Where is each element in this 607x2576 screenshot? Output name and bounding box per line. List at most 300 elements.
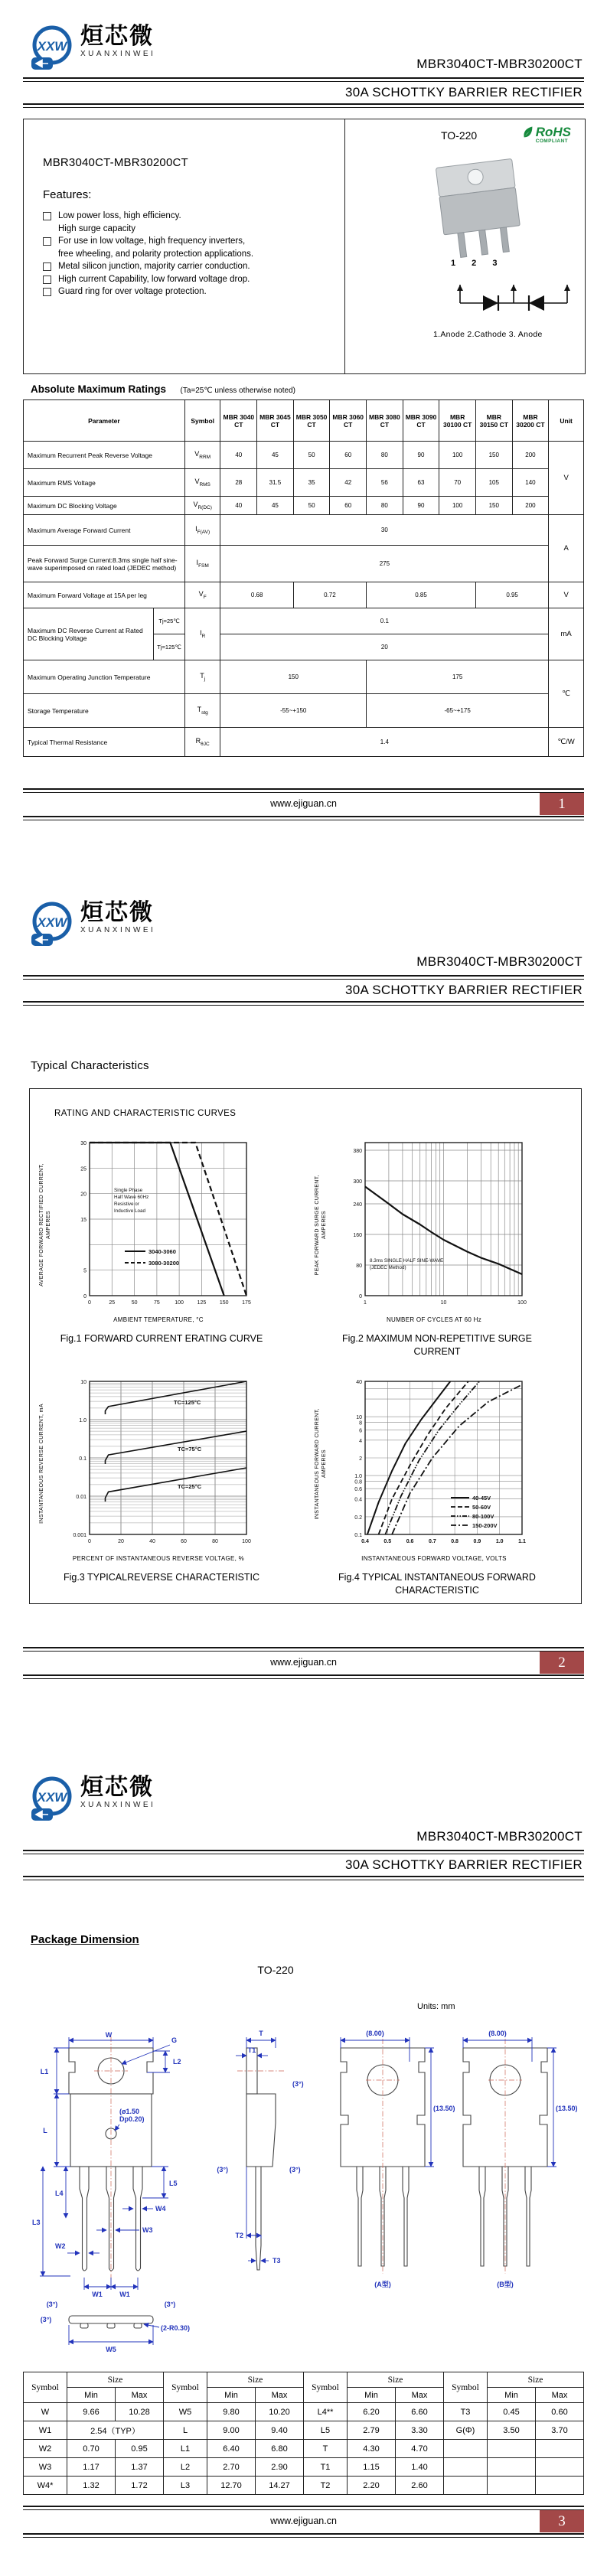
table-row [24, 728, 584, 757]
footer-url[interactable]: www.ejiguan.cn [270, 1657, 337, 1668]
checkbox-icon [43, 276, 51, 284]
figure-3 [39, 1374, 292, 1611]
header-rule2-thin [23, 107, 584, 108]
feature-item [43, 285, 334, 298]
value-cell: 100 [439, 442, 476, 469]
feature-line: High surge capacity [58, 223, 135, 233]
unit-cell: V [549, 582, 584, 608]
value-cell: 45 [257, 442, 294, 469]
header-rule2 [23, 1001, 584, 1003]
value-cell: 35 [293, 469, 330, 497]
dim-cell: L1 [164, 2440, 207, 2458]
page-1 [0, 0, 607, 859]
header-rule-thin [23, 979, 584, 980]
svg-text:1.1: 1.1 [518, 1539, 526, 1544]
svg-text:0.2: 0.2 [354, 1515, 362, 1521]
doc-subtitle: 30A SCHOTTKY BARRIER RECTIFIER [344, 85, 583, 99]
legend-entry: 3040-3060 [148, 1248, 176, 1255]
dim-cell: T3 [444, 2403, 488, 2421]
curve-label: TC=75°C [178, 1446, 202, 1453]
dim-col-header: Min [207, 2388, 256, 2403]
dim-col-header: Size [67, 2372, 164, 2388]
table-row [24, 497, 584, 515]
svg-text:L3: L3 [32, 2219, 41, 2226]
value-cell: 80 [367, 497, 403, 515]
dim-cell: 12.70 [207, 2477, 256, 2495]
dim-cell: W4* [24, 2477, 67, 2495]
param-cell: Maximum DC Blocking Voltage [24, 497, 185, 515]
company-logo [27, 1775, 155, 1823]
svg-text:(B型): (B型) [497, 2281, 514, 2288]
condition-cell: Tj=125℃ [154, 634, 185, 660]
svg-text:T: T [259, 2030, 263, 2037]
dim-col-header: Symbol [24, 2372, 67, 2403]
dim-cell: 0.95 [116, 2440, 164, 2458]
symbol-cell: $I_{F(AV)}$ [184, 515, 220, 546]
svg-text:Inductive Load: Inductive Load [114, 1208, 145, 1214]
svg-text:0.4: 0.4 [354, 1497, 362, 1503]
footer-rule [23, 788, 584, 790]
gridlines [365, 1143, 522, 1296]
dim-cell: 1.17 [67, 2458, 116, 2477]
logo-xxw-text: XXW [37, 1790, 67, 1805]
fig3-chart [59, 1374, 258, 1554]
value-cell: 80 [367, 442, 403, 469]
abs-max-table [23, 399, 584, 757]
fig1-xlabel: AMBIENT TEMPERATURE, °C [113, 1316, 204, 1323]
svg-text:15: 15 [80, 1218, 86, 1223]
col-header: MBR 3050 CT [293, 400, 330, 442]
dim-cell: 3.30 [396, 2421, 444, 2440]
dim-cell: L2 [164, 2458, 207, 2477]
svg-text:0.1: 0.1 [79, 1456, 86, 1462]
svg-text:(13.50): (13.50) [556, 2105, 578, 2112]
header-rule [23, 77, 584, 79]
svg-text:W5: W5 [106, 2346, 116, 2353]
dim-col-header: Symbol [164, 2372, 207, 2403]
header-rule2 [23, 1876, 584, 1877]
dim-col-header: Max [536, 2388, 584, 2403]
svg-text:0.6: 0.6 [406, 1539, 414, 1544]
col-header: MBR 3090 CT [403, 400, 439, 442]
value-cell: 0.1 [220, 608, 549, 634]
svg-text:0.5: 0.5 [383, 1539, 392, 1544]
svg-text:(8.00): (8.00) [488, 2030, 507, 2037]
curve-label: TC=25°C [178, 1483, 202, 1490]
symbol-cell: $T_j$ [184, 660, 220, 694]
abs-max-title: Absolute Maximum Ratings [31, 383, 167, 395]
legend-entry: 80-100V [472, 1513, 494, 1520]
dim-cell: 2.54（TYP） [67, 2421, 164, 2440]
footer-rule2 [23, 816, 584, 817]
dim-cell: 4.30 [348, 2440, 396, 2458]
abs-max-heading [31, 383, 295, 396]
value-cell: 31.5 [257, 469, 294, 497]
value-cell: 40 [220, 442, 257, 469]
dim-cell: 2.90 [256, 2458, 304, 2477]
feature-item [43, 273, 334, 286]
logo-mark-icon [27, 1775, 76, 1823]
dim-cell: T2 [304, 2477, 348, 2495]
fig4-xlabel: INSTANTANEOUS FORWARD VOLTAGE, VOLTS [361, 1555, 507, 1562]
svg-text:50: 50 [131, 1300, 138, 1306]
symbol-cell: $I_R$ [184, 608, 220, 660]
svg-text:100: 100 [242, 1539, 251, 1544]
curves-box-title: RATING AND CHARACTERISTIC CURVES [54, 1109, 237, 1118]
checkbox-icon [43, 237, 51, 246]
dim-cell: L3 [164, 2477, 207, 2495]
footer-rule2-thin [23, 2537, 584, 2538]
company-logo [27, 24, 155, 72]
fig1-caption: Fig.1 FORWARD CURRENT ERATING CURVE [60, 1333, 263, 1344]
symbol-cell: $I_{FSM}$ [184, 546, 220, 582]
figure-1 [39, 1135, 292, 1372]
product-title: MBR3040CT-MBR30200CT [43, 156, 188, 169]
param-cell: Maximum Average Forward Current [24, 515, 185, 546]
checkbox-icon [43, 212, 51, 220]
page-number-badge: 3 [540, 2510, 584, 2532]
table-row [24, 660, 584, 694]
value-cell: 200 [512, 442, 549, 469]
dim-row [24, 2421, 584, 2440]
dim-cell: 4.70 [396, 2440, 444, 2458]
svg-text:0.8: 0.8 [354, 1479, 362, 1485]
value-cell: 20 [220, 634, 549, 660]
svg-text:Single Phase: Single Phase [114, 1188, 143, 1193]
fig3-xlabel: PERCENT OF INSTANTANEOUS REVERSE VOLTAGE, % [72, 1555, 245, 1562]
svg-text:0.01: 0.01 [76, 1495, 86, 1500]
col-header: MBR 30200 CT [512, 400, 549, 442]
dim-cell [488, 2440, 536, 2458]
param-cell: Peak Forward Surge Current:8.3ms single half sine-wave superimposed on rated load (JEDEC method) [24, 546, 185, 582]
svg-text:W4: W4 [155, 2205, 166, 2212]
dim-col-header: Size [348, 2372, 444, 2388]
feature-item [43, 260, 334, 273]
svg-text:160: 160 [353, 1233, 362, 1238]
svg-text:75: 75 [154, 1300, 160, 1306]
value-cell: -55~+150 [220, 694, 367, 728]
unit-cell: ℃/W [549, 728, 584, 757]
svg-text:80: 80 [212, 1539, 218, 1544]
value-cell: -65~+175 [367, 694, 549, 728]
header-rule [23, 1850, 584, 1851]
svg-text:0.4: 0.4 [361, 1539, 369, 1544]
fig4-chart [335, 1374, 534, 1554]
doc-part-range: MBR3040CT-MBR30200CT [416, 57, 583, 71]
dim-cell: 6.80 [256, 2440, 304, 2458]
col-header: MBR 3060 CT [330, 400, 367, 442]
param-cell: Maximum Operating Junction Temperature [24, 660, 185, 694]
value-cell: 56 [367, 469, 403, 497]
svg-text:Half Wave 60Hz: Half Wave 60Hz [114, 1195, 149, 1200]
checkbox-icon [43, 288, 51, 296]
footer-url[interactable]: www.ejiguan.cn [270, 2516, 337, 2526]
page-3 [0, 1717, 607, 2576]
footer-rule [23, 1647, 584, 1648]
value-cell: 140 [512, 469, 549, 497]
dim-cell: 6.60 [396, 2403, 444, 2421]
symbol-cell: $R_{\theta JC}$ [184, 728, 220, 757]
param-cell: Storage Temperature [24, 694, 185, 728]
param-cell: Typical Thermal Resistance [24, 728, 185, 757]
dim-cell: T [304, 2440, 348, 2458]
footer-url[interactable]: www.ejiguan.cn [270, 798, 337, 809]
rohs-text: RoHS [535, 125, 571, 139]
svg-text:L: L [43, 2127, 47, 2134]
symbol-cell: $V_{R(DC)}$ [184, 497, 220, 515]
unit-cell: ℃ [549, 660, 584, 728]
section-title: Typical Characteristics [31, 1059, 149, 1072]
svg-text:20: 20 [118, 1539, 124, 1544]
svg-text:W2: W2 [55, 2242, 66, 2250]
param-cell: Maximum Forward Voltage at 15A per leg [24, 582, 185, 608]
dim-col-header: Size [488, 2372, 584, 2388]
dim-cell [488, 2458, 536, 2477]
svg-text:380: 380 [353, 1149, 362, 1154]
doc-part-range: MBR3040CT-MBR30200CT [416, 954, 583, 969]
table-row [24, 469, 584, 497]
dim-col-header: Min [348, 2388, 396, 2403]
svg-text:0.9: 0.9 [473, 1539, 481, 1544]
col-header: Symbol [184, 400, 220, 442]
unit-cell: A [549, 515, 584, 582]
param-cell: Maximum DC Reverse Current at Rated DC Blocking Voltage [24, 608, 154, 660]
svg-text:(2-R0.30): (2-R0.30) [161, 2324, 191, 2332]
svg-text:(13.50): (13.50) [433, 2105, 455, 2112]
box-divider [344, 119, 345, 373]
header-rule2-thin [23, 1005, 584, 1006]
col-header: MBR 3040 CT [220, 400, 257, 442]
svg-text:L1: L1 [40, 2068, 49, 2075]
col-header: MBR 30150 CT [475, 400, 512, 442]
brand-chinese: 烜芯微 [80, 900, 154, 925]
svg-text:(3°): (3°) [289, 2166, 301, 2173]
feature-line: For use in low voltage, high frequency inverters, [58, 236, 246, 246]
dim-cell: L4** [304, 2403, 348, 2421]
value-cell: 105 [475, 469, 512, 497]
svg-text:(8.00): (8.00) [366, 2030, 384, 2037]
svg-text:8: 8 [359, 1420, 362, 1427]
curve-tc75 [106, 1431, 247, 1464]
table-row [24, 442, 584, 469]
value-cell: 150 [475, 442, 512, 469]
logo-mark-icon [27, 901, 76, 948]
svg-text:0: 0 [83, 1294, 86, 1299]
param-cell: Maximum Recurrent Peak Reverse Voltage [24, 442, 185, 469]
feature-line: High current Capability, low forward voltage drop. [58, 274, 250, 284]
dim-header-row [24, 2372, 584, 2388]
svg-text:25: 25 [109, 1300, 116, 1306]
dim-row [24, 2403, 584, 2421]
footer-rule2 [23, 2533, 584, 2535]
dim-cell: 9.40 [256, 2421, 304, 2440]
svg-text:100: 100 [175, 1300, 184, 1306]
dim-cell [536, 2477, 584, 2495]
svg-text:125: 125 [197, 1300, 207, 1306]
svg-text:1.0: 1.0 [495, 1539, 504, 1544]
svg-text:175: 175 [242, 1300, 251, 1306]
header-rule [23, 975, 584, 977]
value-cell: 28 [220, 469, 257, 497]
svg-text:8.3ms SINGLE HALF SINE-WAVE: 8.3ms SINGLE HALF SINE-WAVE [370, 1258, 444, 1264]
feature-line: Metal silicon junction, majority carrier conduction. [58, 262, 250, 271]
section-title: Package Dimension [31, 1933, 139, 1946]
value-cell: 175 [367, 660, 549, 694]
fig3-ylabel: INSTANTANEOUS REVERSE CURRENT, mA [39, 1404, 44, 1524]
svg-text:30: 30 [80, 1141, 86, 1146]
svg-text:5: 5 [83, 1268, 86, 1274]
dim-cell: 9.80 [207, 2403, 256, 2421]
dim-row [24, 2440, 584, 2458]
unit-cell: V [549, 442, 584, 515]
fig2-ylabel: PEAK FORWARD SURGE CURRENT, AMPERES [315, 1174, 327, 1276]
dim-cell: 9.66 [67, 2403, 116, 2421]
svg-text:0.001: 0.001 [73, 1533, 86, 1538]
value-cell: 60 [330, 497, 367, 515]
fig1-ylabel: AVERAGE FORWARD RECTIFIED CURRENT, AMPERES [39, 1163, 51, 1286]
curves-box [29, 1088, 582, 1604]
symbol-cell: $V_{RRM}$ [184, 442, 220, 469]
svg-text:W3: W3 [142, 2226, 153, 2234]
svg-text:T3: T3 [272, 2257, 281, 2265]
doc-part-range: MBR3040CT-MBR30200CT [416, 1829, 583, 1844]
diode-schematic [449, 272, 579, 320]
condition-cell: Tj=25℃ [154, 608, 185, 634]
logo-xxw-text: XXW [37, 915, 67, 930]
dim-cell: 2.60 [396, 2477, 444, 2495]
value-cell: 1.4 [220, 728, 549, 757]
dim-cell [488, 2477, 536, 2495]
col-header: Parameter [24, 400, 185, 442]
value-cell: 200 [512, 497, 549, 515]
brand-english: XUANXINWEI [80, 925, 156, 934]
package-dimension-drawing [23, 2017, 584, 2362]
svg-text:60: 60 [181, 1539, 187, 1544]
legend-entry: 150-200V [472, 1522, 498, 1529]
dim-col-header: Symbol [444, 2372, 488, 2403]
value-cell: 90 [403, 497, 439, 515]
value-cell: 0.95 [475, 582, 548, 608]
page-number-badge: 1 [540, 793, 584, 815]
svg-text:0: 0 [88, 1300, 91, 1306]
curve-label: TC=125°C [174, 1399, 201, 1406]
dim-cell: 2.79 [348, 2421, 396, 2440]
footer-rule2 [23, 1674, 584, 1676]
svg-text:40: 40 [356, 1380, 362, 1385]
dim-cell: 1.32 [67, 2477, 116, 2495]
pin-numbers: 1 2 3 [451, 259, 504, 268]
dim-col-header: Min [67, 2388, 116, 2403]
figure-2 [315, 1135, 567, 1372]
brand-english: XUANXINWEI [80, 1800, 156, 1809]
symbol-cell: $V_F$ [184, 582, 220, 608]
svg-text:1.0: 1.0 [354, 1474, 362, 1480]
svg-text:25: 25 [80, 1166, 86, 1172]
table-header-row [24, 400, 584, 442]
value-cell: 40 [220, 497, 257, 515]
svg-text:(ø1.50: (ø1.50 [119, 2108, 140, 2115]
param-cell: Maximum RMS Voltage [24, 469, 185, 497]
fig2-chart [335, 1135, 534, 1315]
checkbox-icon [43, 262, 51, 271]
svg-text:0: 0 [88, 1539, 91, 1544]
value-cell: 0.72 [293, 582, 366, 608]
footer-rule-thin [23, 1651, 584, 1652]
dim-cell: 9.00 [207, 2421, 256, 2440]
footer-rule2-thin [23, 1678, 584, 1679]
col-header: Unit [549, 400, 584, 442]
footer-rule-thin [23, 792, 584, 793]
dim-cell [444, 2440, 488, 2458]
svg-text:100: 100 [517, 1300, 527, 1306]
dim-cell: W2 [24, 2440, 67, 2458]
svg-text:Resistive or: Resistive or [114, 1202, 139, 1207]
gridlines [365, 1381, 522, 1534]
dim-cell [444, 2458, 488, 2477]
value-cell: 45 [257, 497, 294, 515]
dim-cell: W1 [24, 2421, 67, 2440]
abs-max-note: (Ta=25℃ unless otherwise noted) [180, 386, 295, 395]
dim-col-header: Max [116, 2388, 164, 2403]
dim-cell: W5 [164, 2403, 207, 2421]
features-list [43, 210, 334, 298]
svg-text:0.8: 0.8 [451, 1539, 459, 1544]
svg-text:10: 10 [356, 1415, 362, 1421]
dim-cell: 0.45 [488, 2403, 536, 2421]
feature-line: Low power loss, high efficiency. [58, 211, 181, 220]
value-cell: 275 [220, 546, 549, 582]
svg-text:0: 0 [359, 1294, 362, 1299]
dim-col-header: Max [256, 2388, 304, 2403]
table-row [24, 515, 584, 546]
dim-col-header: Min [488, 2388, 536, 2403]
feature-item [43, 210, 334, 235]
header-rule2 [23, 103, 584, 105]
svg-text:0.7: 0.7 [429, 1539, 436, 1544]
svg-text:L4: L4 [55, 2190, 64, 2197]
svg-text:150: 150 [219, 1300, 229, 1306]
value-cell: 150 [220, 660, 367, 694]
pin-caption: 1.Anode 2.Cathode 3. Anode [433, 330, 543, 339]
svg-text:2: 2 [359, 1456, 362, 1462]
table-row [24, 546, 584, 582]
dim-cell: 10.20 [256, 2403, 304, 2421]
svg-text:L5: L5 [169, 2180, 178, 2187]
dim-cell: W3 [24, 2458, 67, 2477]
symbol-cell: $T_{stg}$ [184, 694, 220, 728]
value-cell: 63 [403, 469, 439, 497]
figure-4 [315, 1374, 567, 1611]
dim-row [24, 2458, 584, 2477]
dim-cell: G(Φ) [444, 2421, 488, 2440]
dim-cell: 10.28 [116, 2403, 164, 2421]
col-header: MBR 30100 CT [439, 400, 476, 442]
product-summary-box [23, 119, 586, 374]
company-logo [27, 901, 155, 948]
value-cell: 30 [220, 515, 549, 546]
dim-col-header: Size [207, 2372, 304, 2388]
dim-cell: 6.20 [348, 2403, 396, 2421]
svg-text:40: 40 [149, 1539, 155, 1544]
svg-text:6: 6 [359, 1428, 362, 1434]
svg-text:(3°): (3°) [217, 2166, 228, 2173]
dim-row [24, 2477, 584, 2495]
svg-text:T1: T1 [247, 2046, 256, 2054]
value-cell: 0.68 [220, 582, 293, 608]
svg-text:10: 10 [440, 1300, 447, 1306]
svg-text:(3°): (3°) [164, 2300, 176, 2308]
svg-text:4: 4 [359, 1438, 362, 1444]
